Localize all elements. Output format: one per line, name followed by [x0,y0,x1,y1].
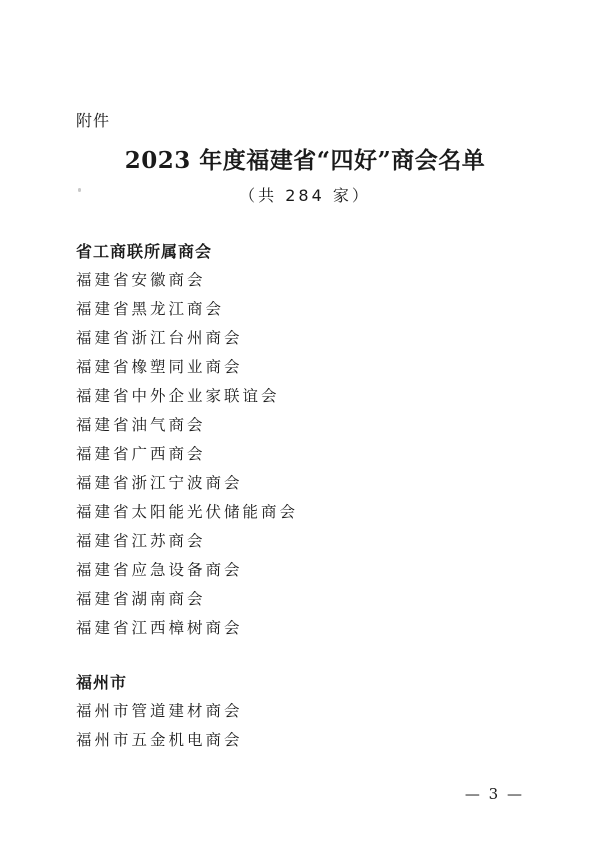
section-provincial [76,238,298,643]
list-item: 福建省太阳能光伏储能商会 [76,503,299,521]
list-item: 福建省浙江台州商会 [76,329,243,347]
list-item: 福建省浙江宁波商会 [76,474,243,492]
list-item: 福建省中外企业家联谊会 [76,387,280,405]
list-item: 福建省安徽商会 [76,271,206,289]
attachment-label: 附件 [76,111,111,130]
list-item: 福州市五金机电商会 [76,731,243,749]
section-fuzhou [76,669,243,755]
list-item: 福建省广西商会 [76,445,206,463]
list-item: 福建省油气商会 [76,416,206,434]
section-heading: 省工商联所属商会 [76,242,213,261]
document-subtitle: （共 284 家） [239,186,371,205]
section-heading: 福州市 [76,673,128,692]
list-item: 福建省橡塑同业商会 [76,358,243,376]
document-title: 2023 年度福建省“四好”商会名单 [124,147,486,174]
list-item: 福建省江苏商会 [76,532,206,550]
page-number: — 3 — [464,785,524,803]
list-item: 福建省湖南商会 [76,590,206,608]
list-item: 福建省江西樟树商会 [76,619,243,637]
list-item: 福建省黑龙江商会 [76,300,225,318]
list-item: 福州市管道建材商会 [76,702,243,720]
list-item: 福建省应急设备商会 [76,561,243,579]
